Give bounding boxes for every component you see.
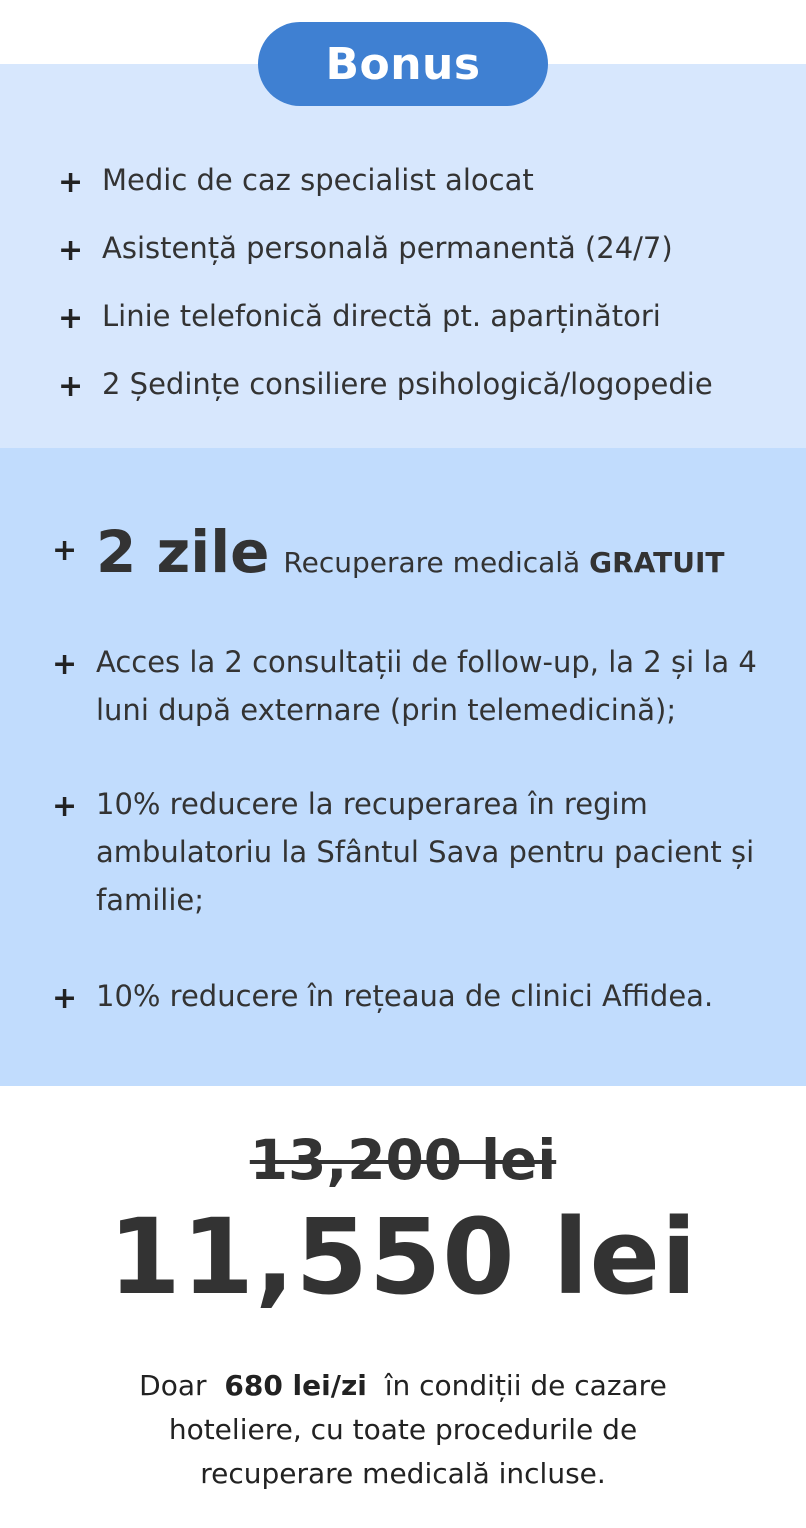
plus-icon: + [52,981,78,1016]
bonus-section [0,64,806,448]
plus-icon: + [52,533,78,568]
free-days-emphasis: GRATUIT [589,546,725,579]
extra-item-affidea-discount: 10% reducere în rețeaua de clinici Affidea. [96,979,714,1013]
bonus-item-text: Asistență personală permanentă (24/7) [102,231,673,265]
bonus-item [58,350,798,418]
plus-icon: + [58,232,84,268]
extra-item-followup: Acces la 2 consultații de follow-up, la 2 și la 4 luni după externare (prin telemedicină); [96,645,757,727]
per-day-suffix: în condiții de cazare hoteliere, cu toate procedurile de recuperare medicală incluse. [168,1369,667,1490]
plus-icon: + [52,647,78,682]
plus-icon: + [58,164,84,200]
free-days-offer [96,518,725,586]
extra-item-ambulatory-discount: 10% reducere la recuperarea în regim ambulatoriu la Sfântul Sava pentru pacient și familie; [96,787,755,917]
plus-icon: + [58,368,84,404]
free-days-number: 2 zile [96,518,270,586]
bonus-item [58,214,798,282]
bonus-badge: Bonus [258,22,548,106]
bonus-item-text: Medic de caz specialist alocat [102,163,534,197]
new-price: 11,550 lei [108,1196,698,1318]
bonus-item [58,146,798,214]
bonus-item-text: Linie telefonică directă pt. aparținători [102,299,661,333]
bonus-item [58,282,798,350]
plus-icon: + [52,789,78,824]
per-day-note [110,1364,696,1496]
per-day-prefix: Doar [139,1369,207,1402]
extras-section [0,448,806,1086]
old-price: 13,200 lei [249,1128,557,1192]
bonus-list [58,146,798,418]
plus-icon: + [58,300,84,336]
per-day-value: 680 lei/zi [224,1369,367,1402]
bonus-item-text: 2 Ședințe consiliere psihologică/logopedie [102,367,713,401]
price-section [0,1086,806,1528]
free-days-label: Recuperare medicală [283,546,581,579]
